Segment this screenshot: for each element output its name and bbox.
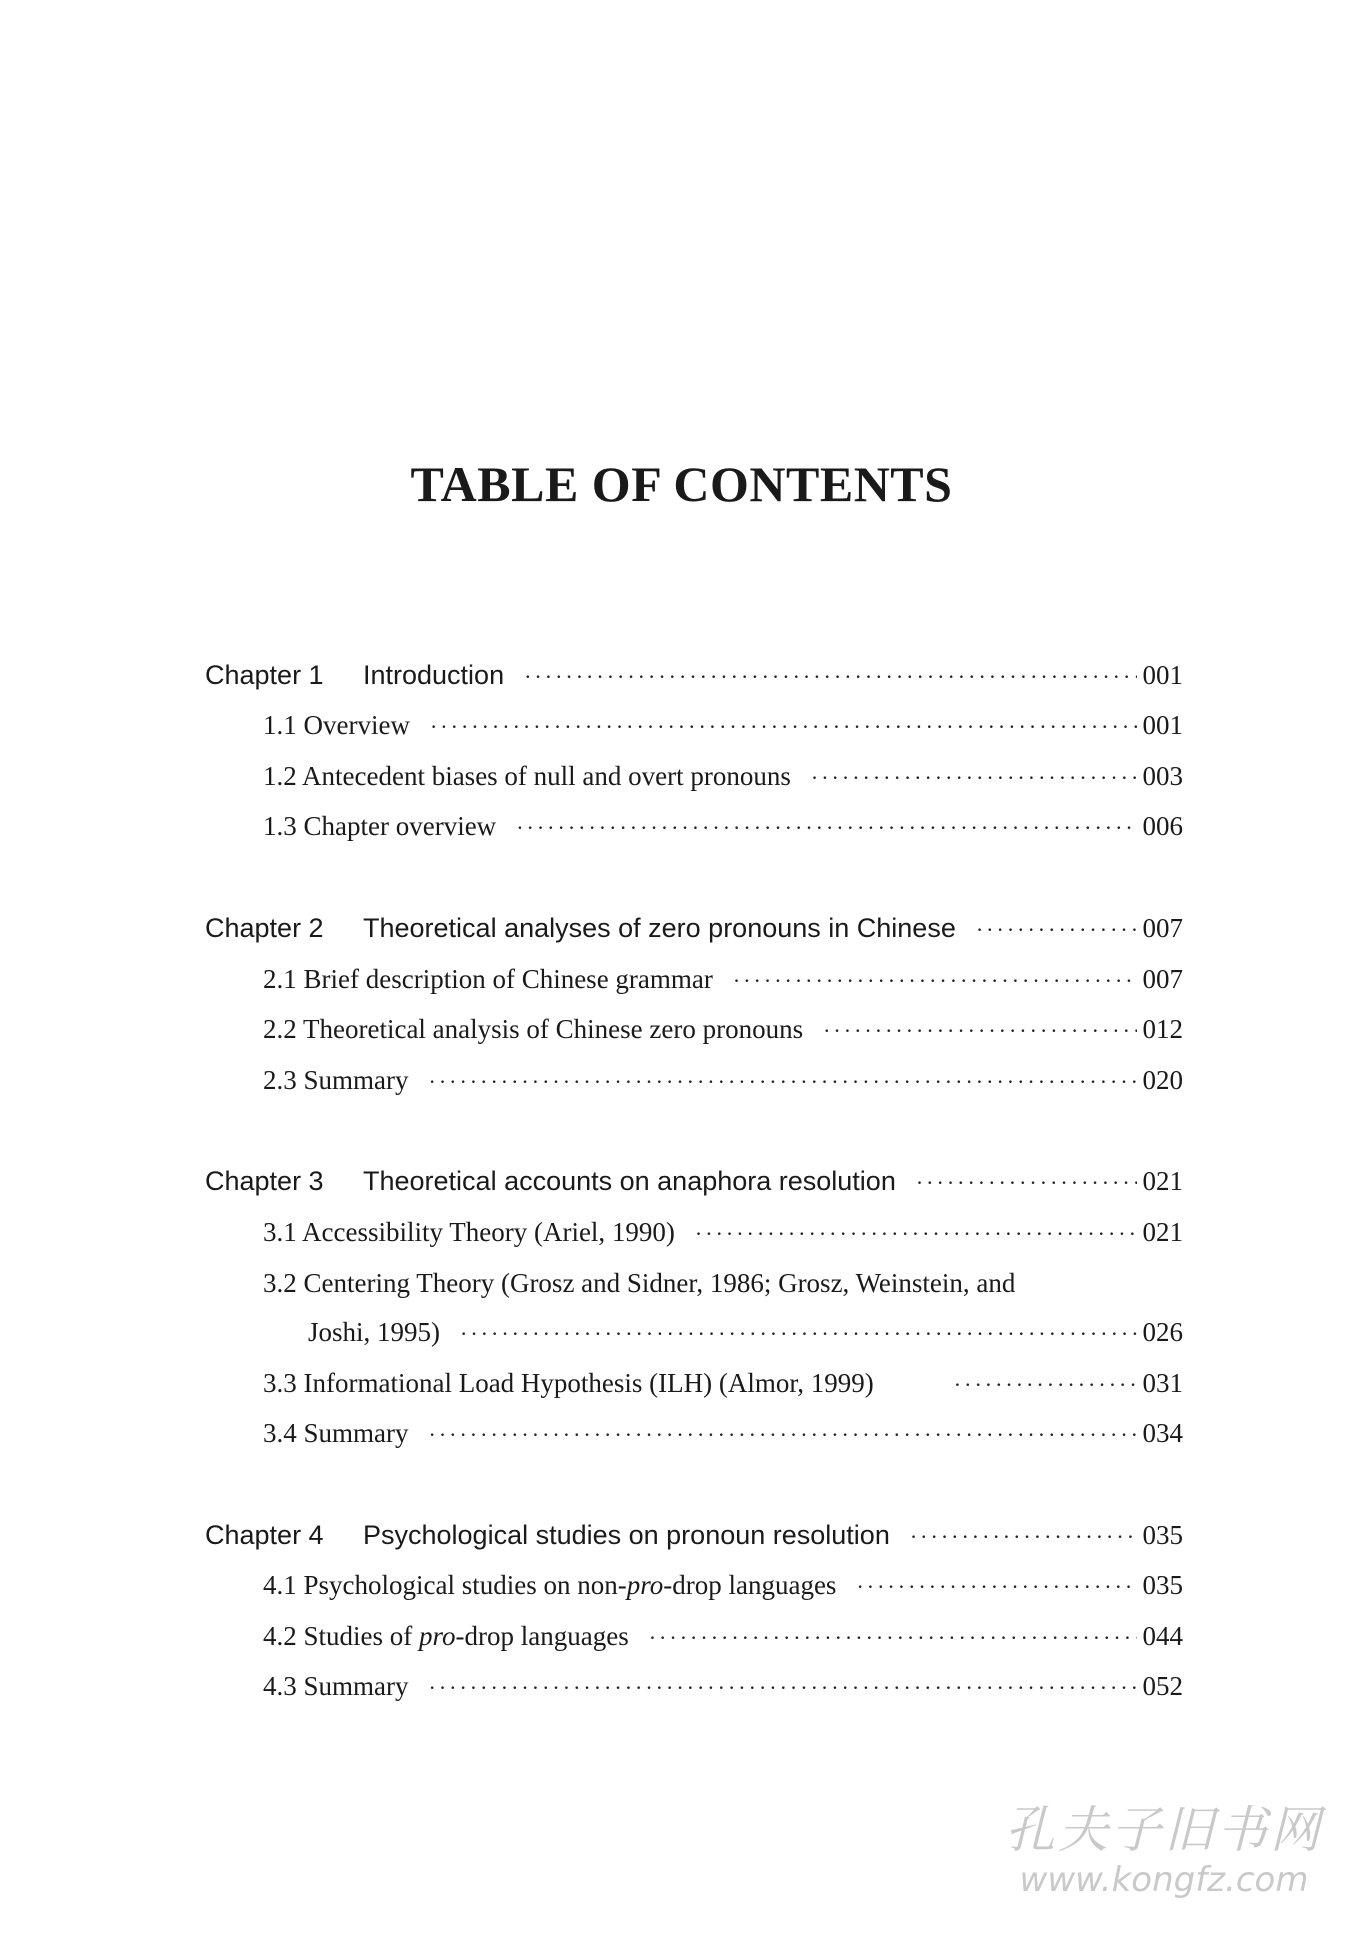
dot-leader	[856, 1574, 1136, 1600]
section-label	[263, 1621, 629, 1652]
dot-leader	[733, 968, 1137, 994]
page-number: 003	[1142, 761, 1183, 791]
dot-leader	[429, 1069, 1137, 1095]
dot-leader	[524, 664, 1136, 690]
toc-chapter-2[interactable]	[205, 913, 1183, 944]
page-number: 001	[1142, 660, 1183, 690]
chapter-number: Chapter 1	[205, 660, 324, 690]
page-number: 034	[1142, 1418, 1183, 1448]
section-label: 2.2 Theoretical analysis of Chinese zero pronouns	[263, 1014, 804, 1044]
dot-leader	[954, 1372, 1137, 1398]
toc-section-3-1[interactable]	[263, 1217, 1183, 1248]
dot-leader	[649, 1625, 1137, 1651]
watermark-url: www.kongfz.com	[1019, 1860, 1309, 1900]
dot-leader	[823, 1018, 1136, 1044]
toc-chapter-1[interactable]	[205, 660, 1183, 691]
section-label: 1.2 Antecedent biases of null and overt pronouns	[263, 761, 791, 791]
section-label: 1.3 Chapter overview	[263, 811, 497, 841]
section-label: 1.1 Overview	[263, 710, 410, 740]
section-label-pre: 4.2 Studies of	[263, 1621, 420, 1651]
page-number: 031	[1142, 1368, 1183, 1398]
chapter-title: Introduction	[363, 660, 505, 690]
chapter-title: Theoretical analyses of zero pronouns in Chinese	[363, 913, 956, 943]
page-number: 001	[1142, 710, 1183, 740]
watermark-text: 孔夫子旧书网	[1005, 1801, 1323, 1859]
toc-chapter-4[interactable]	[205, 1520, 1183, 1551]
watermark	[1005, 1800, 1323, 1900]
chapter-number: Chapter 2	[205, 913, 324, 943]
page-number: 035	[1142, 1520, 1183, 1550]
toc-section-1-2[interactable]	[263, 761, 1183, 792]
section-label: 3.3 Informational Load Hypothesis (ILH) (Almor, 1999)	[263, 1368, 874, 1398]
dot-leader	[430, 714, 1137, 740]
section-label-pre: 4.1 Psychological studies on non-	[263, 1570, 627, 1600]
chapter-number: Chapter 4	[205, 1520, 324, 1550]
page-number: 021	[1142, 1166, 1183, 1196]
toc-section-1-1[interactable]	[263, 710, 1183, 741]
section-label	[263, 1570, 836, 1601]
chapter-label	[205, 1520, 890, 1551]
page-number: 026	[1142, 1317, 1183, 1347]
toc-section-3-4[interactable]	[263, 1418, 1183, 1449]
toc-section-4-2[interactable]	[263, 1621, 1183, 1652]
toc-section-3-3[interactable]	[263, 1368, 1183, 1399]
section-label: 3.4 Summary	[263, 1418, 409, 1448]
chapter-label	[205, 913, 956, 944]
dot-leader	[976, 917, 1137, 943]
toc-chapter-3[interactable]	[205, 1166, 1183, 1197]
section-label: 4.3 Summary	[263, 1671, 409, 1701]
page-number: 007	[1142, 964, 1183, 994]
section-label-post: -drop languages	[663, 1570, 837, 1600]
toc-section-2-2[interactable]	[263, 1014, 1183, 1045]
page-title: TABLE OF CONTENTS	[410, 456, 953, 512]
dot-leader	[916, 1170, 1137, 1196]
dot-leader	[910, 1524, 1137, 1550]
toc-section-2-1[interactable]	[263, 964, 1183, 995]
section-label: 3.1 Accessibility Theory (Ariel, 1990)	[263, 1217, 675, 1247]
section-label: Joshi, 1995)	[308, 1317, 441, 1347]
dot-leader	[811, 765, 1137, 791]
chapter-title: Theoretical accounts on anaphora resolution	[363, 1166, 896, 1196]
dot-leader	[695, 1221, 1137, 1247]
page-number: 012	[1142, 1014, 1183, 1044]
page-number: 021	[1142, 1217, 1183, 1247]
page-number: 020	[1142, 1065, 1183, 1095]
section-label: 2.1 Brief description of Chinese grammar	[263, 964, 713, 994]
section-label-post: -drop languages	[455, 1621, 629, 1651]
toc-section-4-3[interactable]	[263, 1671, 1183, 1702]
chapter-label	[205, 660, 504, 691]
section-label: 2.3 Summary	[263, 1065, 409, 1095]
toc-section-1-3[interactable]	[263, 811, 1183, 842]
toc-section-3-2-line1[interactable]: 3.2 Centering Theory (Grosz and Sidner, 1986; Grosz, Weinstein, and	[263, 1268, 1016, 1298]
section-label-emphasis: pro	[626, 1570, 664, 1600]
page-number: 006	[1142, 811, 1183, 841]
page-number: 007	[1142, 913, 1183, 943]
chapter-number: Chapter 3	[205, 1166, 324, 1196]
toc-section-4-1[interactable]	[263, 1570, 1183, 1601]
dot-leader	[516, 815, 1136, 841]
chapter-title: Psychological studies on pronoun resolution	[363, 1520, 890, 1550]
page-number: 044	[1142, 1621, 1183, 1651]
section-label-emphasis: pro	[419, 1621, 456, 1651]
chapter-label	[205, 1166, 896, 1197]
page-number: 052	[1142, 1671, 1183, 1701]
toc-section-2-3[interactable]	[263, 1065, 1183, 1096]
dot-leader	[429, 1422, 1137, 1448]
toc-section-3-2-line2[interactable]	[308, 1317, 1183, 1348]
dot-leader	[429, 1675, 1137, 1701]
dot-leader	[460, 1321, 1136, 1347]
page-number: 035	[1142, 1570, 1183, 1600]
